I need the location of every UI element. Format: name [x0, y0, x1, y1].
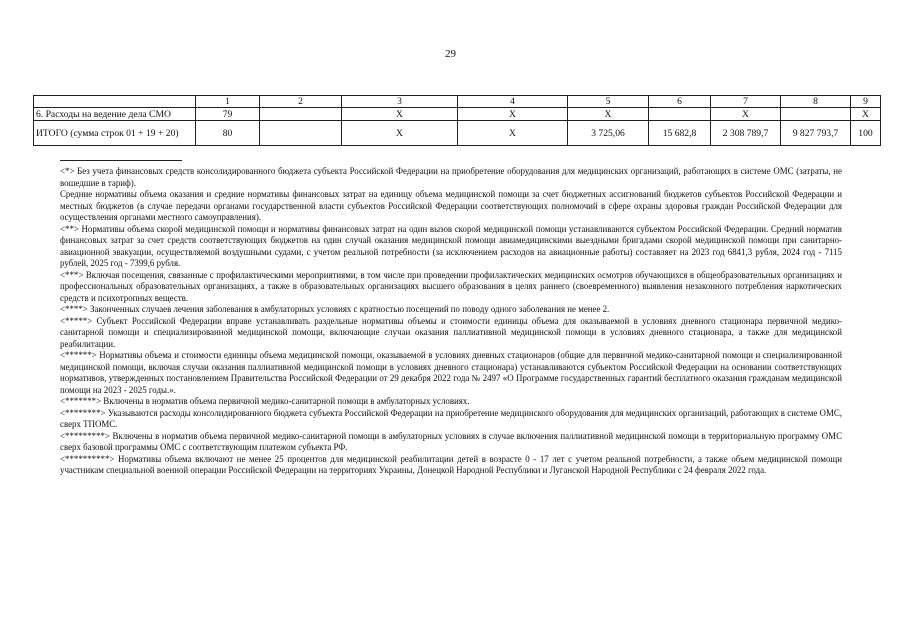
header-cell: 1 [196, 96, 260, 108]
header-cell: 9 [851, 96, 881, 108]
header-cell [34, 96, 196, 108]
table-cell: Х [568, 108, 649, 121]
table-header-row [34, 96, 881, 108]
table-cell: Х [851, 108, 881, 121]
footnote: <**> Нормативы объема скорой медицинской помощи и нормативы финансовых затрат на один вызов скорой медицинской помощи устанавливаются субъектом Российской Федерации. Средний норматив финансовых затрат за счет средств соответствующих бюджетов на один случай оказания медицинской помощи авиамедицинскими выездными бригадами скорой медицинской помощи при санитарно-авиационной эвакуации, осуществляемой воздушными судами, с учетом реальной потребности (за исключением расходов на авиационные работы) составляет на 2023 год 6841,3 рубля, 2024 год - 7115 рублей, 2025 год - 7399,6 рубля. [60, 223, 842, 268]
table-cell: 2 308 789,7 [711, 121, 781, 146]
table-cell: 100 [851, 121, 881, 146]
header-cell: 6 [649, 96, 711, 108]
footnote: <*******> Включены в норматив объема первичной медико-санитарной помощи в амбулаторных условиях. [60, 396, 470, 406]
table-cell: Х [458, 121, 568, 146]
table-row [34, 121, 881, 146]
table-cell: Х [342, 108, 458, 121]
row-label: 6. Расходы на ведение дела СМО [34, 108, 196, 121]
footnote: <*> Без учета финансовых средств консолидированного бюджета субъекта Российской Федерации на приобретение оборудования для медицинских организаций, работающих в системе ОМС (затраты, не вошедшие в тариф). [60, 166, 842, 188]
footnote: <**********> Нормативы объема включают не менее 25 процентов для медицинской реабилитации детей в возрасте 0 - 17 лет с учетом реальной потребности, а также объем медицинской помощи участникам специальной военной операции Российской Федерации на территориях Украины, Донецкой Народной Республики и Луганской Народной Республики с 24 февраля 2022 года. [60, 453, 842, 475]
table-cell [649, 108, 711, 121]
header-cell: 7 [711, 96, 781, 108]
footnote: <***> Включая посещения, связанные с профилактическими мероприятиями, в том числе при проведении профилактических медицинских осмотров обучающихся в общеобразовательных организациях и профессиональных образовательных организациях, а также в образовательных организациях высшего образования в целях раннего (своевременного) выявления незаконного потребления наркотических средств и психотропных веществ. [60, 269, 842, 303]
page-number: 29 [445, 48, 456, 60]
footnote-separator [60, 160, 182, 161]
table-row [34, 108, 881, 121]
table-cell: Х [342, 121, 458, 146]
table-cell: Х [711, 108, 781, 121]
table-cell [781, 108, 851, 121]
table-cell [260, 121, 342, 146]
footnote: Средние нормативы объема оказания и средние нормативы финансовых затрат на единицу объема медицинской помощи за счет бюджетных ассигнований бюджетов субъектов Российской Федерации и местных бюджетов (в случае передачи органами государственной власти субъектов Российской Федерации соответствующих полномочий в сфере охраны здоровья граждан Российской Федерации для осуществления органами местного самоуправления). [60, 189, 842, 222]
table-cell: 79 [196, 108, 260, 121]
table-cell [260, 108, 342, 121]
table-cell: 9 827 793,7 [781, 121, 851, 146]
table-cell: 80 [196, 121, 260, 146]
header-cell: 3 [342, 96, 458, 108]
footnote: <*****> Субъект Российской Федерации вправе устанавливать раздельные нормативы объемы и стоимости единицы объема для оказываемой в условиях дневного стационара первичной медико-санитарной помощи и специализированной медицинской помощи, включающие случаи оказания паллиативной медицинской помощи в условиях дневного стационара, а также для медицинской реабилитации. [60, 315, 842, 349]
row-label: ИТОГО (сумма строк 01 + 19 + 20) [34, 121, 196, 146]
footnote: <****> Законченных случаев лечения заболевания в амбулаторных условиях с кратностью посещений по поводу одного заболевания не менее 2. [60, 304, 610, 314]
header-cell: 5 [568, 96, 649, 108]
footnote: <******> Нормативы объема и стоимости единицы объема медицинской помощи, оказываемой в условиях дневных стационаров (общие для первичной медико-санитарной помощи и специализированной медицинской помощи, включая случаи оказания паллиативной медицинской помощи в условиях дневного стационара) устанавливаются субъектом Российской Федерации на основании соответствующих нормативов, утвержденных постановлением Правительства Российской Федерации от 29 декабря 2022 года № 2497 «О Программе государственных гарантий бесплатного оказания гражданам медицинской помощи на 2023 - 2025 годы.». [60, 350, 842, 395]
table-cell: Х [458, 108, 568, 121]
footnotes [60, 166, 842, 477]
header-cell: 8 [781, 96, 851, 108]
header-cell: 2 [260, 96, 342, 108]
footnote: <********> Указываются расходы консолидированного бюджета субъекта Российской Федерации на приобретение медицинского оборудования для медицинских организаций, работающих в системе ОМС, сверх ТПОМС. [60, 407, 842, 429]
header-cell: 4 [458, 96, 568, 108]
table-cell: 3 725,06 [568, 121, 649, 146]
table-cell: 15 682,8 [649, 121, 711, 146]
data-table [33, 95, 881, 146]
footnote: <*********> Включены в норматив объема первичной медико-санитарной помощи в амбулаторных условиях в случае включения паллиативной медицинской помощи в территориальную программу ОМС сверх базовой программы ОМС с соответствующим платежом субъекта РФ. [60, 430, 842, 452]
